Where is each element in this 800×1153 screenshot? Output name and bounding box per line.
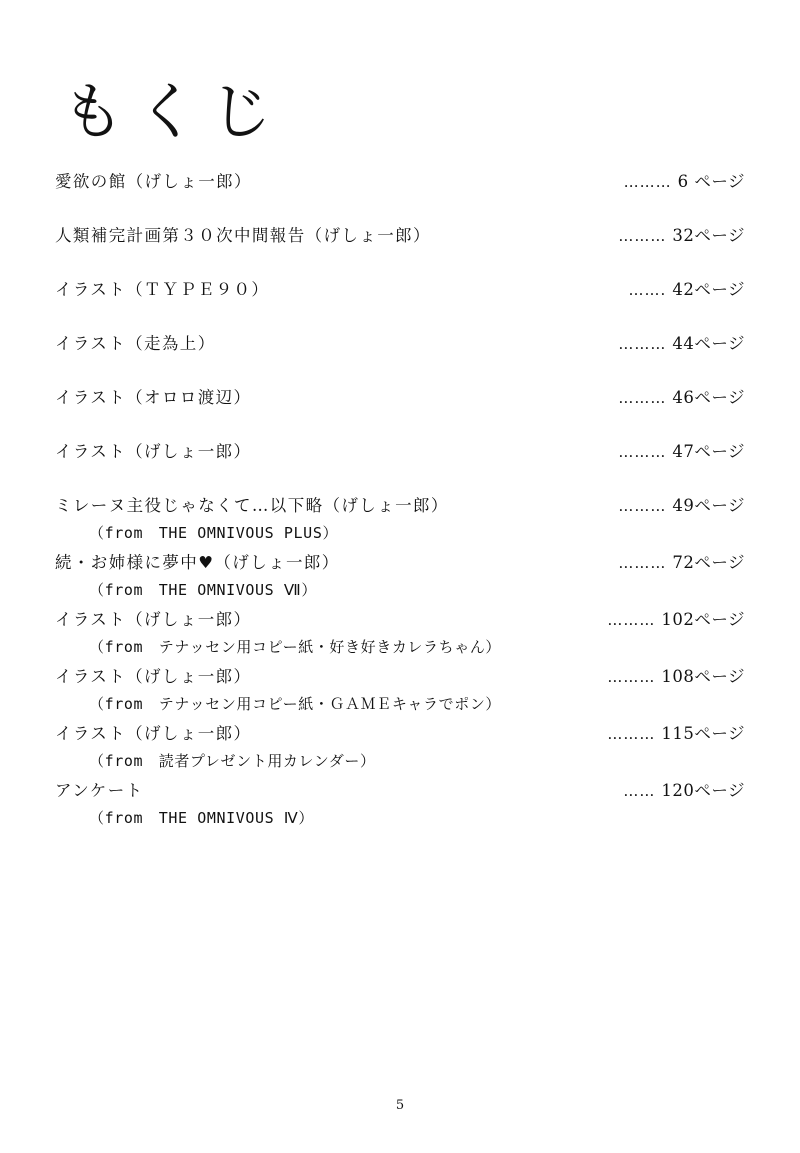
toc-entry[interactable] [55,777,745,828]
page-number: 5 [395,1098,405,1113]
toc-entry-label: 人類補完計画第３０次中間報告（げしょ一郎） [55,226,431,245]
toc-entry-row [55,492,745,516]
toc-entry-label: イラスト（げしょ一郎） [55,667,252,686]
toc-entry-page: 72ページ [672,553,745,572]
toc-entry-row [55,720,745,744]
toc-entry-label: イラスト（げしょ一郎） [55,724,252,743]
toc-entry-source: （from テナッセン用コピー紙・ＧＡＭＥキャラでポン） [89,695,502,713]
toc-entry[interactable] [55,720,745,771]
toc-entry-label: イラスト（オロロ渡辺） [55,388,252,407]
toc-entry-page: 32ページ [672,226,745,245]
toc-entry-page: 6 ページ [677,172,745,191]
toc-entry[interactable] [55,276,745,300]
toc-entry-dots: ……… [618,335,667,353]
toc-entry-dots: …… [623,782,656,800]
toc-entry-row [55,549,745,573]
toc-entry-page: 115ページ [661,724,745,743]
toc-entry-row [55,222,745,246]
toc-entry-page: 42ページ [672,280,745,299]
toc-entry[interactable] [55,606,745,657]
toc-entry-dots: ……… [618,443,667,461]
toc-entry-dots: ……… [618,389,667,407]
toc-entry-dots: ……. [628,281,667,299]
toc-entry-dots: ……… [607,725,656,743]
table-of-contents [55,168,745,834]
toc-entry-source: （from THE OMNIVOUS PLUS） [89,524,339,542]
toc-entry[interactable] [55,384,745,408]
toc-entry-source: （from THE OMNIVOUS Ⅶ） [89,581,317,599]
toc-entry-source: （from テナッセン用コピー紙・好き好きカレラちゃん） [89,638,502,656]
toc-entry-row [55,330,745,354]
toc-entry-dots: ……… [607,611,656,629]
toc-entry-page: 44ページ [672,334,745,353]
toc-entry-label: アンケート [55,781,144,800]
toc-entry-row [55,606,745,630]
toc-entry[interactable] [55,222,745,246]
toc-entry-page: 49ページ [672,496,745,515]
toc-entry-dots: ……… [618,227,667,245]
toc-entry-page: 108ページ [661,667,745,686]
toc-entry-row [55,384,745,408]
toc-entry-row [55,777,745,801]
toc-entry-label: 続・お姉様に夢中♥（げしょ一郎） [55,553,340,572]
toc-entry[interactable] [55,438,745,462]
toc-entry-dots: ……… [618,497,667,515]
toc-entry-row [55,663,745,687]
toc-entry[interactable] [55,330,745,354]
toc-entry-page: 102ページ [661,610,745,629]
page-title: もくじ [62,75,285,148]
toc-entry-label: ミレーヌ主役じゃなくて…以下略（げしょ一郎） [55,496,449,515]
toc-entry-dots: ……… [618,554,667,572]
toc-entry-label: イラスト（げしょ一郎） [55,610,252,629]
toc-entry-dots: ……… [623,173,672,191]
toc-entry-row [55,438,745,462]
toc-entry-label: イラスト（ＴＹＰＥ９０） [55,280,270,299]
toc-entry-page: 120ページ [661,781,745,800]
toc-entry[interactable] [55,492,745,543]
toc-entry[interactable] [55,168,745,192]
toc-entry-label: イラスト（げしょ一郎） [55,442,252,461]
toc-entry-page: 46ページ [672,388,745,407]
toc-entry-row [55,168,745,192]
toc-entry[interactable] [55,549,745,600]
toc-entry-page: 47ページ [672,442,745,461]
toc-entry[interactable] [55,663,745,714]
toc-entry-source: （from THE OMNIVOUS Ⅳ） [89,809,314,827]
toc-entry-source: （from 読者プレゼント用カレンダー） [89,752,376,770]
toc-entry-label: イラスト（走為上） [55,334,216,353]
toc-entry-label: 愛欲の館（げしょ一郎） [55,172,252,191]
toc-entry-row [55,276,745,300]
toc-entry-dots: ……… [607,668,656,686]
